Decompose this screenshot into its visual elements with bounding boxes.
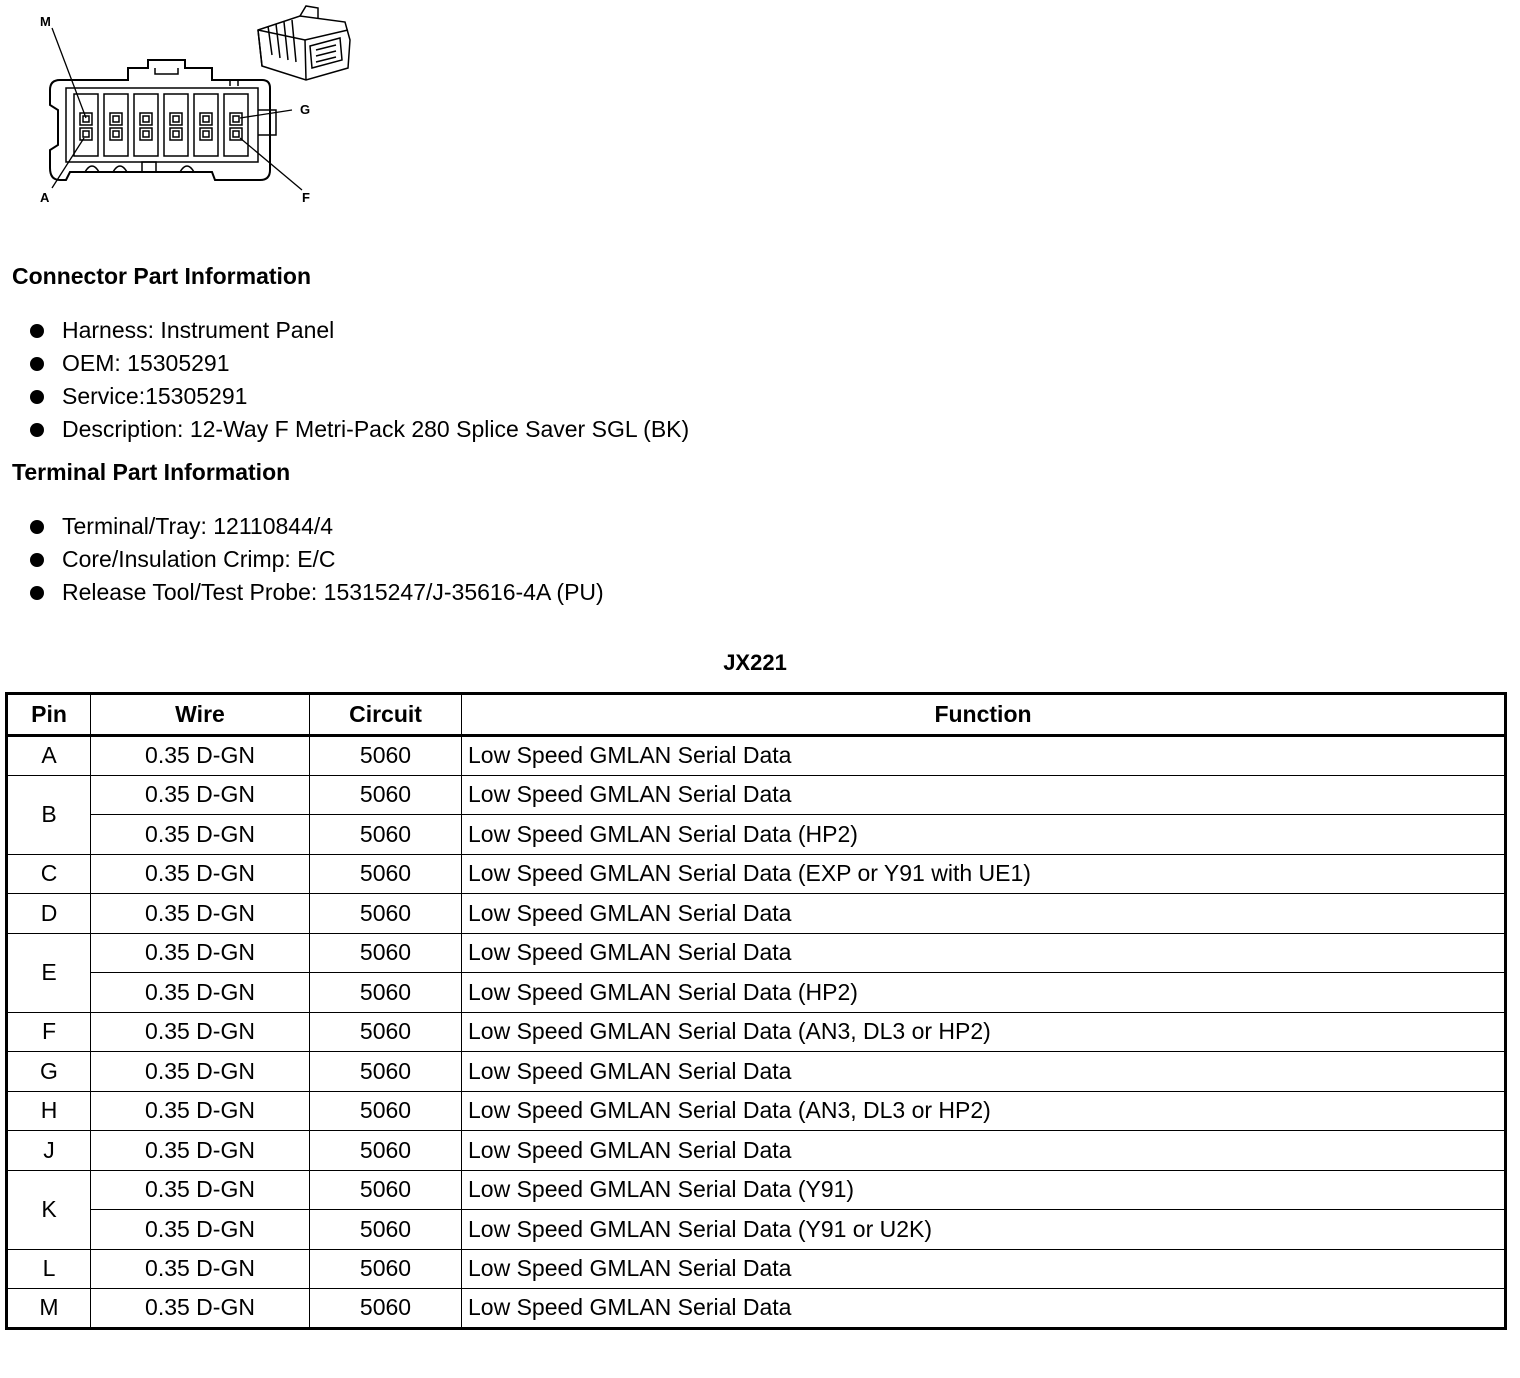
circuit-cell: 5060	[310, 1012, 462, 1052]
wire-cell: 0.35 D-GN	[91, 1012, 310, 1052]
table-row	[7, 894, 1506, 934]
connector-face-drawing	[0, 0, 380, 225]
circuit-cell: 5060	[310, 933, 462, 973]
table-row	[7, 1170, 1506, 1210]
pin-cell: K	[7, 1170, 91, 1249]
wire-cell: 0.35 D-GN	[91, 1131, 310, 1171]
wire-cell: 0.35 D-GN	[91, 973, 310, 1013]
circuit-cell: 5060	[310, 1170, 462, 1210]
pin-cell: D	[7, 894, 91, 934]
column-header-function: Function	[462, 694, 1506, 736]
circuit-cell: 5060	[310, 1249, 462, 1289]
function-cell: Low Speed GMLAN Serial Data (HP2)	[462, 973, 1506, 1013]
circuit-cell: 5060	[310, 1131, 462, 1171]
function-cell: Low Speed GMLAN Serial Data (HP2)	[462, 815, 1506, 855]
list-item	[28, 347, 689, 380]
terminal-info-heading: Terminal Part Information	[12, 459, 291, 485]
table-row	[7, 1131, 1506, 1171]
list-item-text: OEM: 15305291	[62, 350, 230, 376]
function-cell: Low Speed GMLAN Serial Data	[462, 1131, 1506, 1171]
circuit-cell: 5060	[310, 973, 462, 1013]
table-row	[7, 1210, 1506, 1250]
wire-cell: 0.35 D-GN	[91, 775, 310, 815]
bullet-icon	[30, 423, 44, 437]
circuit-cell: 5060	[310, 1052, 462, 1092]
list-item	[28, 576, 604, 609]
function-cell: Low Speed GMLAN Serial Data (EXP or Y91 with UE1)	[462, 854, 1506, 894]
list-item-text: Service:15305291	[62, 383, 248, 409]
table-row	[7, 1091, 1506, 1131]
pin-cell: G	[7, 1052, 91, 1092]
wire-cell: 0.35 D-GN	[91, 815, 310, 855]
circuit-cell: 5060	[310, 1091, 462, 1131]
pin-cell: B	[7, 775, 91, 854]
table-row	[7, 736, 1506, 776]
list-item-text: Core/Insulation Crimp: E/C	[62, 546, 336, 572]
table-row	[7, 1249, 1506, 1289]
pin-cell: L	[7, 1249, 91, 1289]
function-cell: Low Speed GMLAN Serial Data (AN3, DL3 or HP2)	[462, 1012, 1506, 1052]
column-header-wire: Wire	[91, 694, 310, 736]
table-row	[7, 854, 1506, 894]
function-cell: Low Speed GMLAN Serial Data	[462, 1249, 1506, 1289]
pin-cell: M	[7, 1289, 91, 1329]
wire-cell: 0.35 D-GN	[91, 1210, 310, 1250]
pin-cell: J	[7, 1131, 91, 1171]
column-header-circuit: Circuit	[310, 694, 462, 736]
pin-callout-m: M	[40, 14, 51, 29]
wire-cell: 0.35 D-GN	[91, 736, 310, 776]
bullet-icon	[30, 324, 44, 338]
function-cell: Low Speed GMLAN Serial Data (Y91 or U2K)	[462, 1210, 1506, 1250]
bullet-icon	[30, 390, 44, 404]
bullet-icon	[30, 520, 44, 534]
circuit-cell: 5060	[310, 854, 462, 894]
list-item-text: Release Tool/Test Probe: 15315247/J-35616-4A (PU)	[62, 579, 604, 605]
list-item-text: Description: 12-Way F Metri-Pack 280 Splice Saver SGL (BK)	[62, 416, 690, 442]
connector-info-heading: Connector Part Information	[12, 263, 312, 289]
circuit-cell: 5060	[310, 736, 462, 776]
list-item-text: Harness: Instrument Panel	[62, 317, 335, 343]
pin-cell: C	[7, 854, 91, 894]
bullet-icon	[30, 553, 44, 567]
function-cell: Low Speed GMLAN Serial Data	[462, 775, 1506, 815]
connector-figure	[0, 0, 380, 225]
wire-cell: 0.35 D-GN	[91, 854, 310, 894]
list-item	[28, 543, 604, 576]
circuit-cell: 5060	[310, 1210, 462, 1250]
table-title: JX221	[723, 650, 787, 675]
list-item	[28, 413, 689, 446]
wire-cell: 0.35 D-GN	[91, 1249, 310, 1289]
connector-info-list	[28, 314, 689, 446]
function-cell: Low Speed GMLAN Serial Data	[462, 894, 1506, 934]
terminal-info-list	[28, 510, 604, 609]
table-row	[7, 973, 1506, 1013]
pin-cell: F	[7, 1012, 91, 1052]
table-header-row	[7, 694, 1506, 736]
pin-callout-g: G	[300, 102, 311, 117]
pin-cell: A	[7, 736, 91, 776]
table-row	[7, 933, 1506, 973]
function-cell: Low Speed GMLAN Serial Data	[462, 933, 1506, 973]
wire-cell: 0.35 D-GN	[91, 1052, 310, 1092]
pin-cell: H	[7, 1091, 91, 1131]
circuit-cell: 5060	[310, 1289, 462, 1329]
bullet-icon	[30, 357, 44, 371]
table-row	[7, 1289, 1506, 1329]
column-header-pin: Pin	[7, 694, 91, 736]
pin-cell: E	[7, 933, 91, 1012]
function-cell: Low Speed GMLAN Serial Data	[462, 1052, 1506, 1092]
wire-cell: 0.35 D-GN	[91, 1289, 310, 1329]
circuit-cell: 5060	[310, 894, 462, 934]
table-row	[7, 815, 1506, 855]
wire-cell: 0.35 D-GN	[91, 933, 310, 973]
bullet-icon	[30, 586, 44, 600]
list-item-text: Terminal/Tray: 12110844/4	[62, 513, 334, 539]
pin-callout-f: F	[302, 190, 310, 205]
table-row	[7, 1052, 1506, 1092]
wire-cell: 0.35 D-GN	[91, 1170, 310, 1210]
function-cell: Low Speed GMLAN Serial Data	[462, 736, 1506, 776]
wire-cell: 0.35 D-GN	[91, 1091, 310, 1131]
table-row	[7, 775, 1506, 815]
function-cell: Low Speed GMLAN Serial Data (AN3, DL3 or HP2)	[462, 1091, 1506, 1131]
wire-cell: 0.35 D-GN	[91, 894, 310, 934]
function-cell: Low Speed GMLAN Serial Data	[462, 1289, 1506, 1329]
circuit-cell: 5060	[310, 815, 462, 855]
circuit-cell: 5060	[310, 775, 462, 815]
pin-callout-a: A	[40, 190, 50, 205]
list-item	[28, 380, 689, 413]
table-row	[7, 1012, 1506, 1052]
list-item	[28, 510, 604, 543]
pin-table	[5, 692, 1507, 1330]
list-item	[28, 314, 689, 347]
function-cell: Low Speed GMLAN Serial Data (Y91)	[462, 1170, 1506, 1210]
